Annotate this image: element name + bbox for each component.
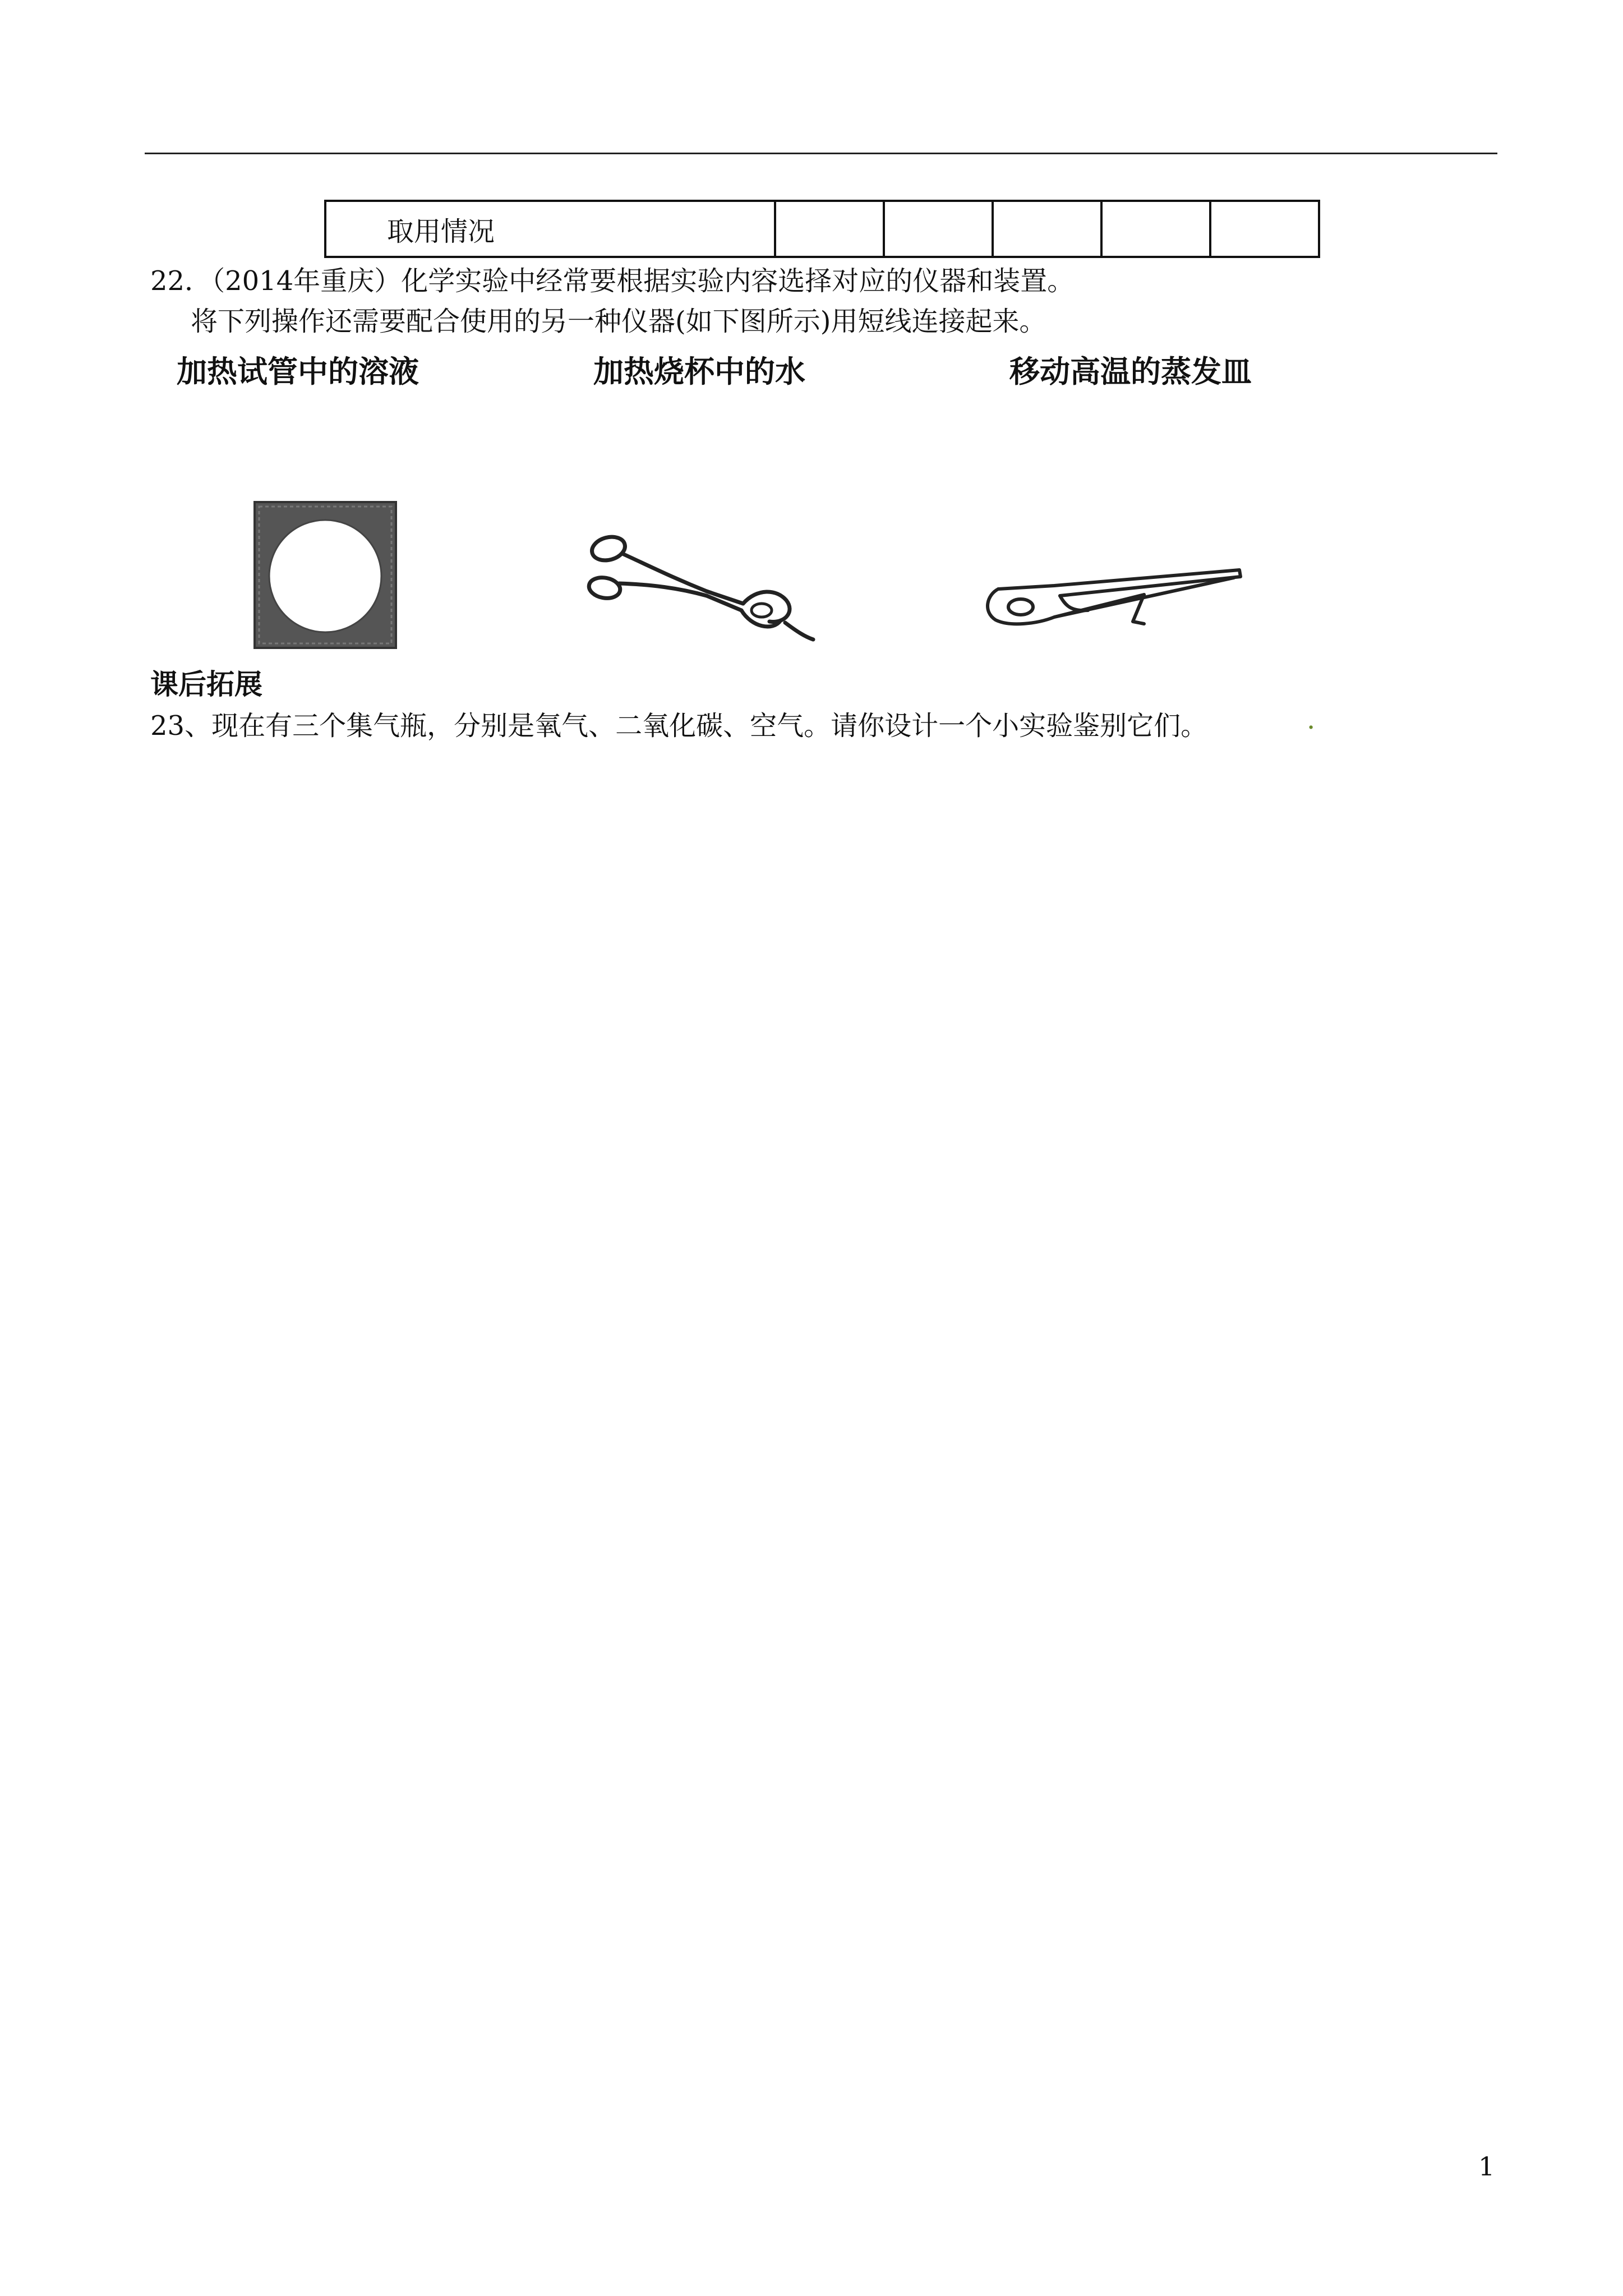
- wire-gauze-icon: [253, 501, 397, 649]
- page-number: 1: [1478, 2151, 1495, 2182]
- table-blank-cell: [993, 201, 1101, 257]
- operation-label-3: 移动高温的蒸发皿: [1009, 354, 1252, 389]
- question-22-line-1: 22．（2014年重庆）化学实验中经常要根据实验内容选择对应的仪器和装置。: [150, 265, 1075, 297]
- table-blank-cell: [1101, 201, 1210, 257]
- trailing-dot: .: [1307, 704, 1316, 735]
- table-blank-cell: [775, 201, 884, 257]
- table-row: [325, 201, 1319, 257]
- crucible-tongs-icon: [583, 522, 824, 645]
- operation-label-1: 加热试管中的溶液: [177, 354, 419, 389]
- table-blank-cell: [1210, 201, 1319, 257]
- section-title: 课后拓展: [150, 668, 262, 701]
- question-22-line-2: 将下列操作还需要配合使用的另一种仪器(如下图所示)用短线连接起来。: [191, 306, 1046, 337]
- question-23: 23、现在有三个集气瓶，分别是氧气、二氧化碳、空气。请你设计一个小实验鉴别它们。: [150, 710, 1208, 742]
- usage-table: [324, 200, 1320, 258]
- header-rule: [145, 153, 1497, 154]
- table-row-label: 取用情况: [325, 201, 775, 257]
- table-blank-cell: [884, 201, 993, 257]
- test-tube-holder-icon: [976, 561, 1245, 634]
- operation-label-2: 加热烧杯中的水: [593, 354, 805, 389]
